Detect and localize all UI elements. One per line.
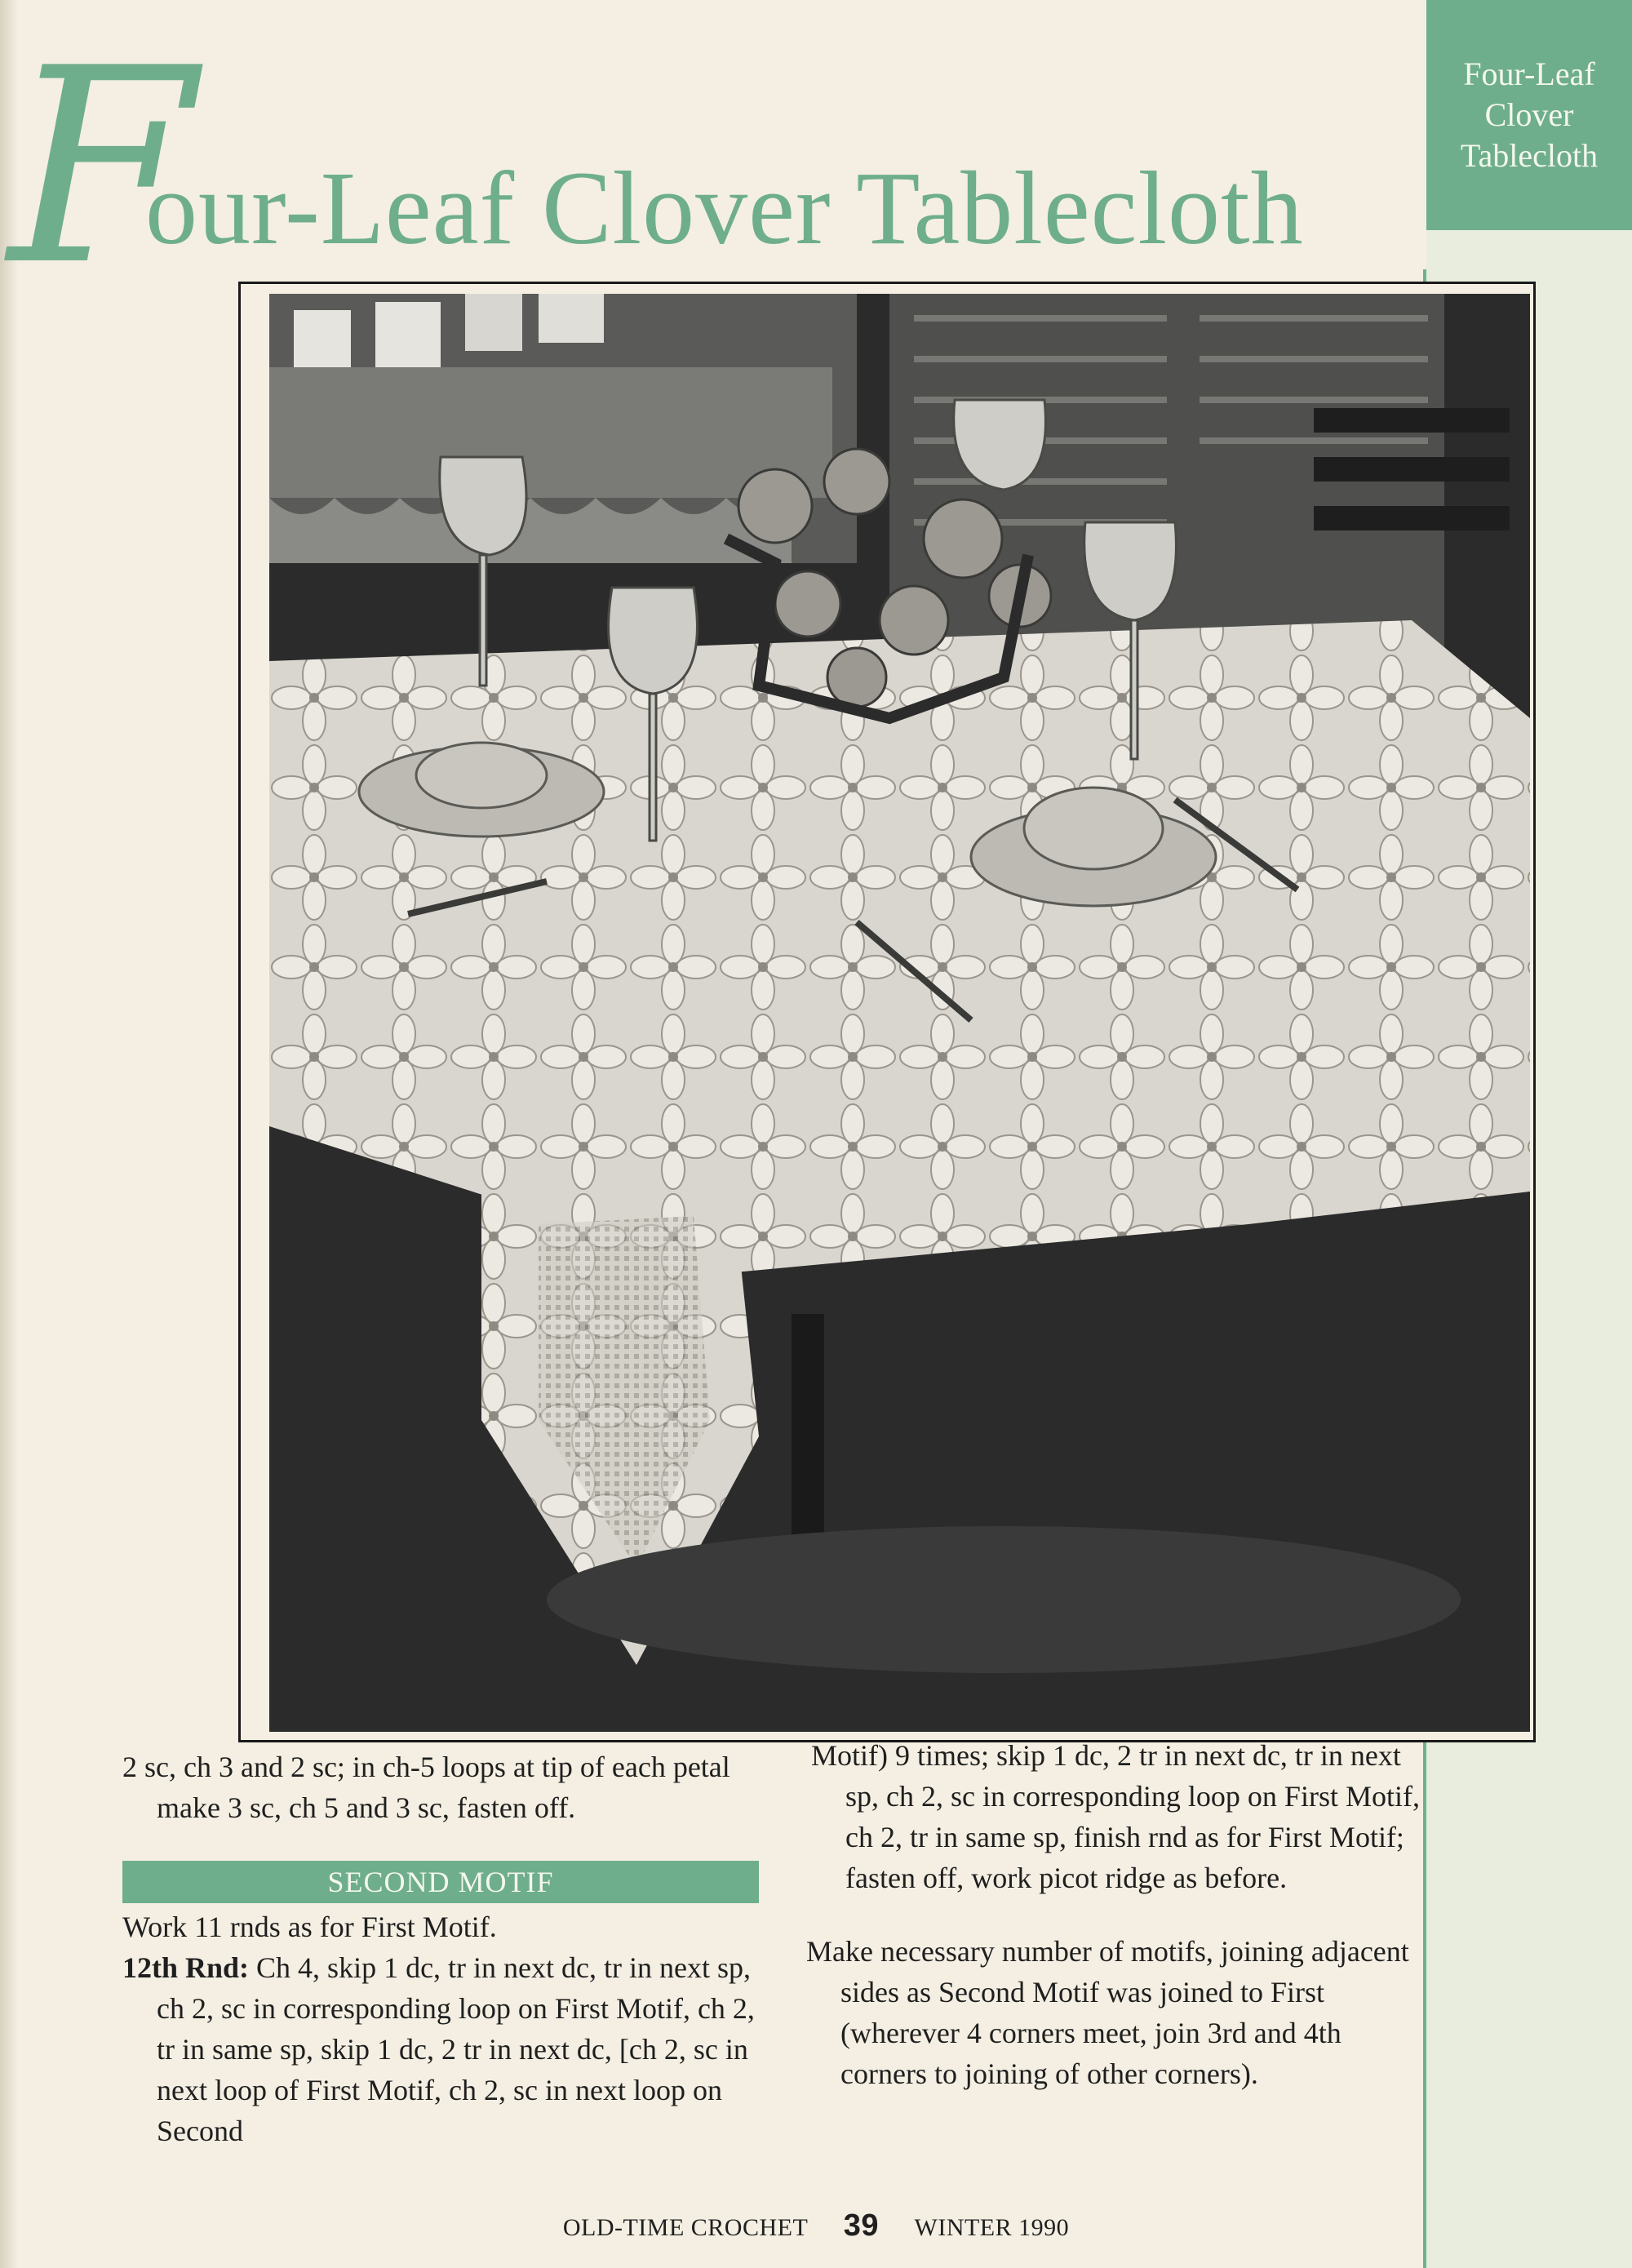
page-number: 39 [843, 2208, 880, 2243]
intro-paragraph: 2 sc, ch 3 and 2 sc; in ch-5 loops at tip of each petal make 3 sc, ch 5 and 3 sc, fasten off. [122, 1751, 730, 1824]
round-12-text: Ch 4, skip 1 dc, tr in next dc, tr in next sp, ch 2, sc in corresponding loop on First Motif, ch 2, tr in same sp, skip 1 dc, 2 tr in next dc, [ch 2, sc in next loop of First Motif, ch 2, sc in next loop on Second [157, 1951, 755, 2147]
page-binding-shadow [0, 0, 18, 2268]
page-title [0, 11, 1420, 324]
page-footer [0, 2208, 1632, 2244]
magazine-name: OLD-TIME CROCHET [562, 2214, 808, 2241]
round-12-paragraph [122, 1947, 759, 2151]
issue-label: WINTER 1990 [914, 2214, 1070, 2241]
tablecloth-photo [269, 294, 1530, 1732]
right-column [806, 1735, 1426, 2094]
section-heading: SECOND MOTIF [122, 1861, 759, 1903]
title-initial: F [8, 11, 195, 324]
section-tab-line1: Four-Leaf [1463, 55, 1595, 92]
left-column [122, 1746, 759, 2151]
section-tab-line2: Clover [1484, 96, 1574, 133]
round-12-label: 12th Rnd: [122, 1951, 250, 1984]
title-text: our-Leaf Clover Tablecloth [145, 150, 1304, 266]
section-tab [1426, 0, 1632, 230]
instruction-line: Work 11 rnds as for First Motif. [122, 1911, 497, 1943]
section-tab-line3: Tablecloth [1460, 137, 1599, 174]
continuation-paragraph: Motif) 9 times; skip 1 dc, 2 tr in next dc, tr in next sp, ch 2, sc in corresponding loop on First Motif, ch 2, tr in same sp, finish rnd as for First Motif; fasten off, work picot ridge as before. [811, 1739, 1420, 1894]
assembly-paragraph: Make necessary number of motifs, joining adjacent sides as Second Motif was joined to First (wherever 4 corners meet, join 3rd and 4th corners to joining of other corners). [806, 1935, 1409, 2090]
